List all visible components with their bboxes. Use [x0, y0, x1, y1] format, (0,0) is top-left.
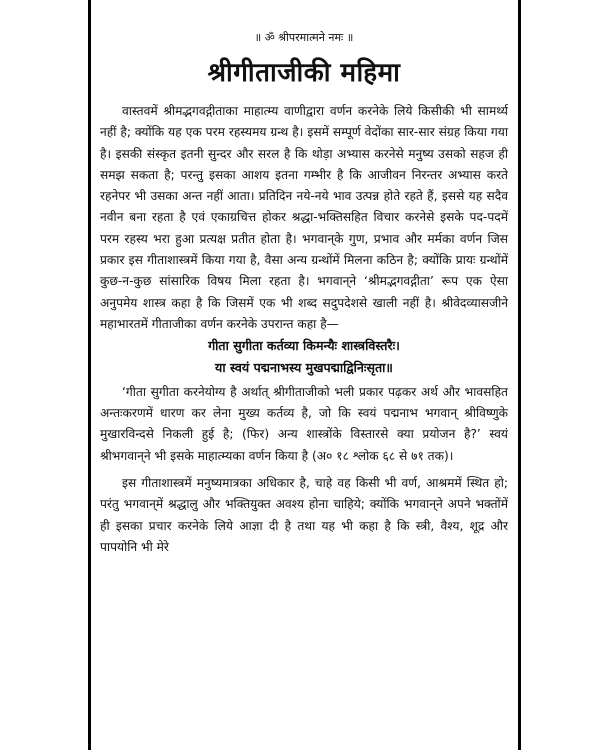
verse-line-2: या स्वयं पद्मनाभस्य मुखपद्माद्विनिःसृता॥	[215, 359, 393, 375]
document-page	[100, 30, 508, 558]
invocation-line: ॥ ॐ श्रीपरमात्मने नमः ॥	[254, 31, 354, 44]
paragraph-3: इस गीताशास्त्रमें मनुष्यमात्रका अधिकार है, चाहे वह किसी भी वर्ण, आश्रममें स्थित हो; परंतु भगवान्‌में श्रद्धालु और भक्तियुक्त अवश्य होना चाहिये; क्योंकि भगवान्‌ने अपने भक्तोंमें ही इसका प्रचार करनेके लिये आज्ञा दी है तथा यह भी कहा है कि स्त्री, वैश्य, शूद्र और पापयोनि भी मेरे	[100, 476, 508, 554]
paragraph-1: वास्तवमें श्रीमद्भगवद्गीताका माहात्म्य वाणीद्वारा वर्णन करनेके लिये किसीकी भी सामर्थ्य नहीं है; क्योंकि यह एक परम रहस्यमय ग्रन्थ है। इसमें सम्पूर्ण वेदोंका सार-सार संग्रह किया गया है। इसकी संस्कृत इतनी सुन्दर और सरल है कि थोड़ा अभ्यास करनेसे मनुष्य उसको सहज ही समझ सकता है; परन्तु इसका आशय इतना गम्भीर है कि आजीवन निरन्तर अभ्यास करते रहनेपर भी उसका अन्त नहीं आता। प्रतिदिन नये-नये भाव उत्पन्न होते रहते हैं, इससे यह सदैव नवीन बना रहता है एवं एकाग्रचित्त होकर श्रद्धा-भक्तिसहित विचार करनेसे इसके पद-पदमें परम रहस्य भरा हुआ प्रत्यक्ष प्रतीत होता है। भगवान्‌के गुण, प्रभाव और मर्मका वर्णन जिस प्रकार इस गीताशास्त्रमें किया गया है, वैसा अन्य ग्रन्थोंमें मिलना कठिन है; क्योंकि प्रायः ग्रन्थोंमें कुछ-न-कुछ सांसारिक विषय मिला रहता है। भगवान्‌ने ‘श्रीमद्भगवद्गीता’ रूप एक ऐसा अनुपमेय शास्त्र कहा है कि जिसमें एक भी शब्द सदुपदेशसे खाली नहीं है। श्रीवेदव्यासजीने महाभारतमें गीताजीका वर्णन करनेके उपरान्त कहा है—	[100, 104, 508, 331]
verse-line-1: गीता सुगीता कर्तव्या किमन्यैः शास्त्रविस्तरैः।	[208, 338, 400, 354]
page-border-left	[88, 0, 91, 750]
page-border-right	[518, 0, 521, 750]
paragraph-2: ‘गीता सुगीता करनेयोग्य है अर्थात् श्रीगीताजीको भली प्रकार पढ़कर अर्थ और भावसहित अन्तःकरणमें धारण कर लेना मुख्य कर्तव्य है, जो कि स्वयं पद्मनाभ भगवान् श्रीविष्णुके मुखारविन्दसे निकली हुई है; (फिर) अन्य शास्त्रोंके विस्तारसे क्या प्रयोजन है?’ स्वयं श्रीभगवान्‌ने भी इसके माहात्म्यका वर्णन किया है (अ० १८ श्लोक ६८ से ७१ तक)।	[100, 384, 508, 463]
page-title: श्रीगीताजीकी महिमा	[207, 58, 401, 88]
